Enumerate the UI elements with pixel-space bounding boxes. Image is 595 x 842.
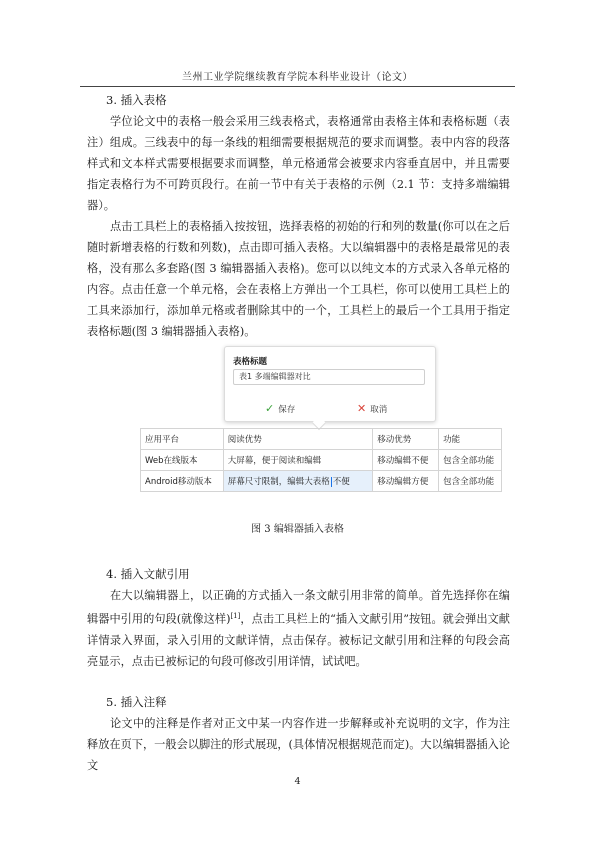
section-heading-insert-note: 5. 插入注释	[106, 695, 167, 709]
paragraph-table-howto: 点击工具栏上的表格插入按按钮，选择表格的初始的行和列的数量(你可以在之后随时新增表格的行数和列数)，点击即可插入表格。大以编辑器中的表格是最常见的表格，没有那么多套路(图 3 编辑器插入表格)。您可以以纯文本的方式录入各单元格的内容。点击任意一个单元格，会在表格上方弹出一个工具栏，你可以使用工具栏上的工具来添加行，添加单元格或者删除其中的一个，工具栏上的最后一个工具用于指定表格标题(图 3 编辑器插入表格)。	[87, 220, 510, 338]
citation-text-end: ，点击工具栏上的“插入文献引用”按钮。就会弹出文献详情录入界面，录入引用的文献详情，点击保存。被标记文献引用和注释的句段会高亮显示，点击已被标记的句段可修改引用详情，试试吧。	[87, 612, 510, 668]
table-caption-popup	[224, 346, 436, 422]
table-cell[interactable]: 应用平台	[141, 429, 224, 450]
selected-cell-text: 屏幕尺寸限制，编辑大表格	[227, 477, 330, 487]
table-cell[interactable]: 移动优势	[373, 429, 439, 450]
page-number: 4	[294, 776, 301, 787]
table-row	[141, 471, 502, 492]
text-cursor	[331, 477, 332, 487]
editor-table	[140, 428, 502, 492]
selected-table-cell[interactable]	[223, 471, 372, 492]
check-icon: ✓	[265, 402, 275, 415]
cancel-button[interactable]	[357, 402, 387, 415]
caption-input[interactable]: 表1 多端编辑器对比	[233, 369, 425, 385]
table-cell[interactable]: 功能	[439, 429, 502, 450]
table-row	[141, 429, 502, 450]
table-cell[interactable]: 大屏幕，便于阅读和编辑	[223, 450, 372, 471]
table-cell[interactable]: Web在线版本	[141, 450, 224, 471]
section-heading-insert-citation: 4. 插入文献引用	[106, 567, 190, 581]
citation-text-start: 在大以编辑器上，以正确的方式插入一条文献引用非常的简单。首先选择你在编辑器中引用的句段(就像这样)	[87, 589, 510, 626]
table-cell[interactable]: 移动编辑方便	[373, 471, 439, 492]
table-cell[interactable]: 阅读优势	[223, 429, 372, 450]
paragraph-notes: 论文中的注释是作者对正文中某一内容作进一步解释或补充说明的文字，作为注释放在页下，一般会以脚注的形式展现，(具体情况根据规范而定)。大以编辑器插入论文	[87, 717, 510, 772]
save-button[interactable]	[265, 402, 295, 415]
paragraph-citation	[87, 585, 510, 672]
citation-mark: [1]	[230, 612, 241, 620]
page-header: 兰州工业学院继续教育学院本科毕业设计（论文）	[80, 68, 515, 87]
table-cell[interactable]: 移动编辑不便	[373, 450, 439, 471]
close-icon: ✕	[357, 402, 367, 415]
table-row	[141, 450, 502, 471]
editor-table-figure	[140, 338, 506, 496]
figure-caption: 图 3 编辑器插入表格	[251, 524, 344, 535]
popup-title: 表格标题	[233, 357, 268, 367]
selected-cell-text-tail: 不便	[332, 477, 350, 487]
table-cell[interactable]: 包含全部功能	[439, 450, 502, 471]
table-cell[interactable]: Android移动版本	[141, 471, 224, 492]
paragraph-table-intro: 学位论文中的表格一般会采用三线表格式，表格通常由表格主体和表格标题（表注）组成。三线表中的每一条线的粗细需要根据规范的要求而调整。表中内容的段落样式和文本样式需要根据要求而调整，单元格通常会被要求内容垂直居中，并且需要指定表格行为不可跨页段行。在前一节中有关于表格的示例（2.1 节：支持多端编辑器）。	[87, 115, 510, 212]
save-button-label: 保存	[278, 404, 296, 415]
table-cell[interactable]: 包含全部功能	[439, 471, 502, 492]
cancel-button-label: 取消	[370, 404, 388, 415]
section-heading-insert-table: 3. 插入表格	[106, 93, 167, 107]
